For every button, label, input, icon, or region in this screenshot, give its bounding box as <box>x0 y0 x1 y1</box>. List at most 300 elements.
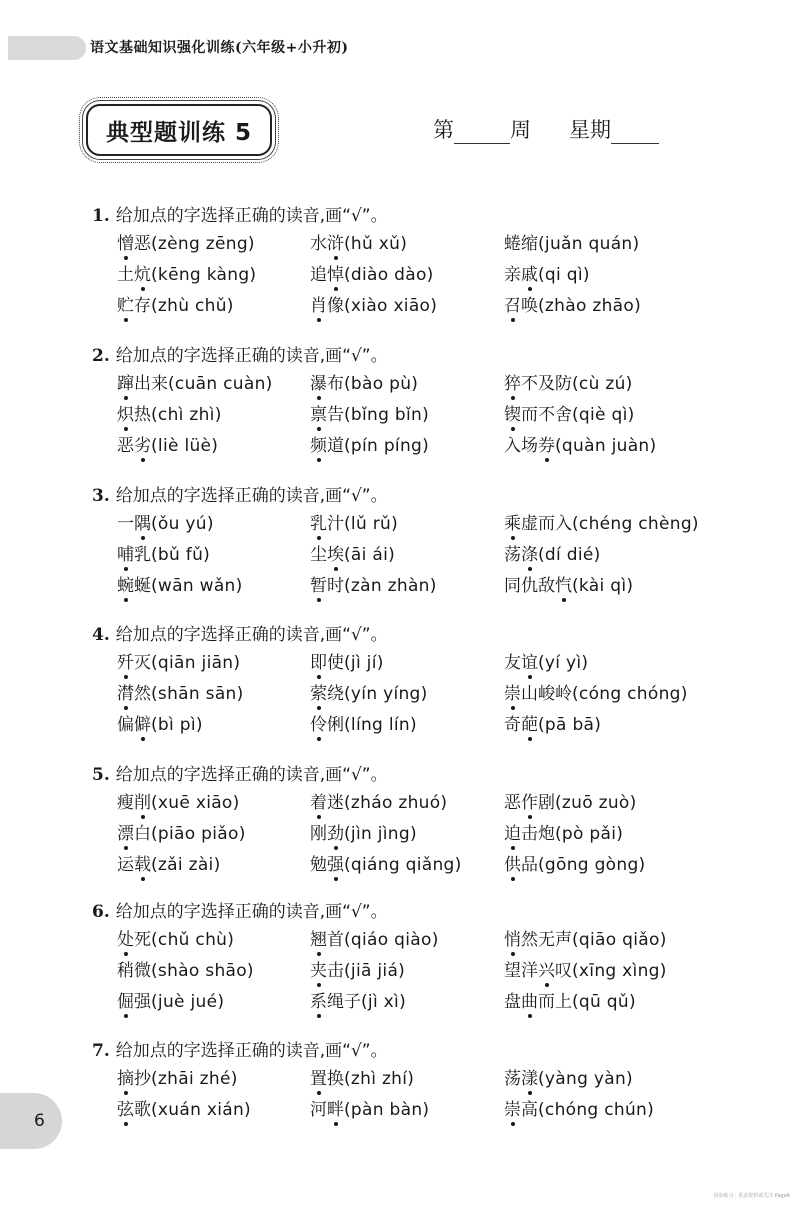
question-block <box>92 762 732 881</box>
pinyin-options: (jì xì) <box>361 992 406 1012</box>
word-suffix: 布 <box>327 374 344 394</box>
pinyin-options: (pín píng) <box>344 436 430 456</box>
word-prefix: 瘦 <box>117 793 134 813</box>
dotted-character: 强 <box>327 850 344 881</box>
word-choice-item[interactable] <box>310 571 437 602</box>
pinyin-options: (zèng zēng) <box>151 234 255 254</box>
week-blank <box>454 119 510 144</box>
question-block <box>92 203 732 322</box>
question-number: 1. <box>92 206 110 226</box>
pinyin-options: (juǎn quán) <box>538 234 640 254</box>
word-choice-item[interactable] <box>504 540 601 571</box>
dotted-character: 锲 <box>504 400 521 431</box>
dotted-character: 劲 <box>327 819 344 850</box>
dotted-character: 乘 <box>504 509 521 540</box>
word-suffix: 然 <box>134 684 151 704</box>
dotted-character: 歼 <box>117 648 134 679</box>
word-choice-item[interactable] <box>117 850 221 881</box>
pinyin-options: (jìn jìng) <box>344 824 417 844</box>
question-instruction: 给加点的字选择正确的读音,画“√”。 <box>115 206 388 226</box>
dotted-character: 作 <box>521 788 538 819</box>
pinyin-options: (qiáng qiǎng) <box>344 855 462 875</box>
footer-note: 同步练习 · 更多资料请关注 Page6 <box>713 1193 790 1199</box>
question-number: 4. <box>92 625 110 645</box>
word-choice-item[interactable] <box>504 260 590 291</box>
word-prefix: 亲 <box>504 265 521 285</box>
pinyin-options: (zhāi zhé) <box>151 1069 238 1089</box>
word-suffix: 击炮 <box>521 824 555 844</box>
dotted-character: 迫 <box>504 819 521 850</box>
question-stem <box>92 622 732 648</box>
word-suffix: 存 <box>134 296 151 316</box>
dotted-character: 悼 <box>327 260 344 291</box>
pinyin-options: (chóng chún) <box>538 1100 655 1120</box>
word-suffix: 热 <box>134 405 151 425</box>
pinyin-options: (shān sān) <box>151 684 244 704</box>
page-number-tab <box>0 1093 62 1149</box>
word-choice-item[interactable] <box>504 291 641 322</box>
question-row <box>92 1095 732 1126</box>
word-prefix: 恶 <box>117 436 134 456</box>
dotted-character: 曲 <box>521 987 538 1018</box>
pinyin-options: (bǔ fǔ) <box>151 545 211 565</box>
pinyin-options: (qi qì) <box>538 265 590 285</box>
question-instruction: 给加点的字选择正确的读音,画“√”。 <box>115 486 388 506</box>
word-choice-item[interactable] <box>504 788 637 819</box>
dotted-character: 憎 <box>117 229 134 260</box>
word-suffix: 使 <box>327 653 344 673</box>
pinyin-options: (juè jué) <box>151 992 225 1012</box>
dotted-character: 蜿 <box>117 571 134 602</box>
question-row <box>92 540 732 571</box>
word-prefix: 尘 <box>310 545 327 565</box>
dotted-character: 潸 <box>117 679 134 710</box>
pinyin-options: (liè lüè) <box>151 436 219 456</box>
dotted-character: 谊 <box>521 648 538 679</box>
word-suffix: 出来 <box>134 374 168 394</box>
dotted-character: 暂 <box>310 571 327 602</box>
word-suffix: 微 <box>134 961 151 981</box>
word-suffix: 不及防 <box>521 374 572 394</box>
question-row <box>92 369 732 400</box>
word-prefix: 荡 <box>504 545 521 565</box>
book-header-title: 语文基础知识强化训练(六年级+小升初) <box>90 40 349 56</box>
word-suffix: 像 <box>327 296 344 316</box>
dotted-character: 悄 <box>504 925 521 956</box>
pinyin-options: (kài qì) <box>572 576 634 596</box>
question-row <box>92 229 732 260</box>
dotted-character: 夹 <box>310 956 327 987</box>
pinyin-options: (dí dié) <box>538 545 601 565</box>
word-suffix: 高 <box>521 1100 538 1120</box>
word-choice-item[interactable] <box>504 679 688 710</box>
pinyin-options: (quàn juàn) <box>555 436 657 456</box>
question-instruction: 给加点的字选择正确的读音,画“√”。 <box>115 1041 388 1061</box>
week-day-line <box>433 114 659 144</box>
pinyin-options: (chǔ chù) <box>151 930 235 950</box>
question-row <box>92 956 732 987</box>
question-row <box>92 850 732 881</box>
word-suffix: 而上 <box>538 992 572 1012</box>
dotted-character: 戚 <box>521 260 538 291</box>
pinyin-options: (gōng gòng) <box>538 855 646 875</box>
pinyin-options: (chì zhì) <box>151 405 222 425</box>
dotted-character: 僻 <box>134 710 151 741</box>
dotted-character: 伶 <box>310 710 327 741</box>
word-suffix: 山峻岭 <box>521 684 572 704</box>
dotted-character: 肖 <box>310 291 327 322</box>
week-di-label: 第 <box>433 118 454 142</box>
word-choice-item[interactable] <box>310 987 406 1018</box>
word-choice-item[interactable] <box>310 291 437 322</box>
header-tab-decoration <box>8 36 86 60</box>
word-suffix: 击 <box>327 961 344 981</box>
word-choice-item[interactable] <box>504 850 645 881</box>
pinyin-options: (cóng chóng) <box>572 684 688 704</box>
word-choice-item[interactable] <box>117 260 256 291</box>
word-prefix: 偏 <box>117 715 134 735</box>
word-suffix: 唤 <box>521 296 538 316</box>
word-choice-item[interactable] <box>117 1064 238 1095</box>
word-choice-item[interactable] <box>310 260 434 291</box>
word-choice-item[interactable] <box>117 648 240 679</box>
word-suffix: 品 <box>521 855 538 875</box>
pinyin-options: (xīng xìng) <box>572 961 667 981</box>
word-choice-item[interactable] <box>117 400 222 431</box>
question-block <box>92 343 732 462</box>
word-choice-item[interactable] <box>504 925 667 956</box>
dotted-character: 隅 <box>134 509 151 540</box>
section-title-box <box>86 104 272 156</box>
word-suffix: 而不舍 <box>521 405 572 425</box>
word-choice-item[interactable] <box>117 540 210 571</box>
pinyin-options: (wān wǎn) <box>151 576 243 596</box>
dotted-character: 萦 <box>310 679 327 710</box>
word-choice-item[interactable] <box>504 987 636 1018</box>
pinyin-options: (cuān cuàn) <box>168 374 273 394</box>
pinyin-options: (zháo zhuó) <box>344 793 448 813</box>
word-suffix: 蜒 <box>134 576 151 596</box>
page-number: 6 <box>34 1111 45 1131</box>
word-choice-item[interactable] <box>117 431 218 462</box>
word-suffix: 时 <box>327 576 344 596</box>
pinyin-options: (kēng kàng) <box>151 265 257 285</box>
word-choice-item[interactable] <box>504 400 635 431</box>
word-suffix: 死 <box>134 930 151 950</box>
word-suffix: 俐 <box>327 715 344 735</box>
word-choice-item[interactable] <box>310 819 417 850</box>
dotted-character: 乳 <box>310 509 327 540</box>
dotted-character: 频 <box>310 431 327 462</box>
word-prefix: 盘 <box>504 992 521 1012</box>
word-prefix: 友 <box>504 653 521 673</box>
pinyin-options: (qiáo qiào) <box>344 930 439 950</box>
question-number: 3. <box>92 486 110 506</box>
pinyin-options: (yàng yàn) <box>538 1069 633 1089</box>
word-choice-item[interactable] <box>117 509 214 540</box>
week-xingqi-label: 星期 <box>569 118 611 142</box>
question-row <box>92 679 732 710</box>
word-prefix: 土 <box>117 265 134 285</box>
word-choice-item[interactable] <box>310 369 418 400</box>
dotted-character: 炕 <box>134 260 151 291</box>
word-choice-item[interactable] <box>117 679 244 710</box>
word-choice-item[interactable] <box>117 819 246 850</box>
dotted-character: 券 <box>538 431 555 462</box>
question-instruction: 给加点的字选择正确的读音,画“√”。 <box>115 625 388 645</box>
pinyin-options: (zhù chǔ) <box>151 296 234 316</box>
word-prefix: 恶 <box>504 793 521 813</box>
word-suffix: 强 <box>134 992 151 1012</box>
word-choice-item[interactable] <box>117 369 273 400</box>
dotted-character: 瀑 <box>310 369 327 400</box>
word-prefix: 荡 <box>504 1069 521 1089</box>
word-choice-item[interactable] <box>117 291 234 322</box>
pinyin-options: (xuán xián) <box>151 1100 251 1120</box>
dotted-character: 哺 <box>117 540 134 571</box>
word-choice-item[interactable] <box>117 925 234 956</box>
word-choice-item[interactable] <box>310 925 439 956</box>
question-instruction: 给加点的字选择正确的读音,画“√”。 <box>115 765 388 785</box>
word-suffix: 歌 <box>134 1100 151 1120</box>
dotted-character: 着 <box>310 788 327 819</box>
word-suffix: 恶 <box>134 234 151 254</box>
word-suffix: 告 <box>327 405 344 425</box>
pinyin-options: (piāo piǎo) <box>151 824 246 844</box>
question-stem <box>92 343 732 369</box>
word-suffix: 道 <box>327 436 344 456</box>
question-stem <box>92 203 732 229</box>
dotted-character: 漾 <box>521 1064 538 1095</box>
pinyin-options: (zàn zhàn) <box>344 576 437 596</box>
question-number: 6. <box>92 902 110 922</box>
dotted-character: 翘 <box>310 925 327 956</box>
pinyin-options: (bì pì) <box>151 715 203 735</box>
pinyin-options: (hǔ xǔ) <box>344 234 408 254</box>
dotted-character: 涤 <box>521 540 538 571</box>
word-choice-item[interactable] <box>310 679 428 710</box>
word-choice-item[interactable] <box>310 710 417 741</box>
dotted-character: 削 <box>134 788 151 819</box>
word-prefix: 刚 <box>310 824 327 844</box>
question-stem <box>92 899 732 925</box>
word-choice-item[interactable] <box>310 1095 429 1126</box>
pinyin-options: (bǐng bǐn) <box>344 405 430 425</box>
dotted-character: 贮 <box>117 291 134 322</box>
dotted-character: 埃 <box>327 540 344 571</box>
word-choice-item[interactable] <box>504 956 667 987</box>
pinyin-options: (lǔ rǔ) <box>344 514 399 534</box>
word-suffix: 绳子 <box>327 992 361 1012</box>
pinyin-options: (pàn bàn) <box>344 1100 430 1120</box>
pinyin-options: (qiāo qiǎo) <box>572 930 667 950</box>
week-zhou-label: 周 <box>510 118 531 142</box>
question-number: 7. <box>92 1041 110 1061</box>
dotted-character: 系 <box>310 987 327 1018</box>
word-choice-item[interactable] <box>117 987 224 1018</box>
word-prefix: 蜷 <box>504 234 521 254</box>
dotted-character: 猝 <box>504 369 521 400</box>
question-row <box>92 400 732 431</box>
word-choice-item[interactable] <box>504 648 588 679</box>
dotted-character: 劣 <box>134 431 151 462</box>
word-choice-item[interactable] <box>117 1095 251 1126</box>
question-stem <box>92 483 732 509</box>
pinyin-options: (jiā jiá) <box>344 961 406 981</box>
word-prefix: 奇 <box>504 715 521 735</box>
word-choice-item[interactable] <box>504 509 699 540</box>
pinyin-options: (yín yíng) <box>344 684 428 704</box>
question-row <box>92 648 732 679</box>
word-prefix: 追 <box>310 265 327 285</box>
question-row <box>92 291 732 322</box>
dotted-character: 漂 <box>117 819 134 850</box>
word-choice-item[interactable] <box>117 229 255 260</box>
word-prefix: 稍 <box>117 961 134 981</box>
pinyin-options: (pò pǎi) <box>555 824 624 844</box>
word-suffix: 迷 <box>327 793 344 813</box>
pinyin-options: (qiān jiān) <box>151 653 241 673</box>
word-choice-item[interactable] <box>310 850 462 881</box>
pinyin-options: (ǒu yú) <box>151 514 214 534</box>
question-stem <box>92 1038 732 1064</box>
word-choice-item[interactable] <box>504 571 633 602</box>
question-number: 5. <box>92 765 110 785</box>
word-suffix: 剧 <box>538 793 555 813</box>
word-choice-item[interactable] <box>504 710 601 741</box>
word-choice-item[interactable] <box>117 571 243 602</box>
dotted-character: 崇 <box>504 679 521 710</box>
word-suffix: 然无声 <box>521 930 572 950</box>
word-choice-item[interactable] <box>117 956 254 987</box>
word-suffix: 首 <box>327 930 344 950</box>
word-choice-item[interactable] <box>504 229 639 260</box>
pinyin-options: (qū qǔ) <box>572 992 636 1012</box>
dotted-character: 置 <box>310 1064 327 1095</box>
pinyin-options: (xuē xiāo) <box>151 793 240 813</box>
question-row <box>92 819 732 850</box>
pinyin-options: (shào shāo) <box>151 961 254 981</box>
word-choice-item[interactable] <box>310 400 429 431</box>
word-choice-item[interactable] <box>504 819 623 850</box>
word-prefix: 入场 <box>504 436 538 456</box>
dotted-character: 崇 <box>504 1095 521 1126</box>
dotted-character: 忾 <box>555 571 572 602</box>
dotted-character: 浒 <box>327 229 344 260</box>
word-prefix: 同仇敌 <box>504 576 555 596</box>
word-suffix: 虚而入 <box>521 514 572 534</box>
word-prefix: 一 <box>117 514 134 534</box>
word-choice-item[interactable] <box>310 648 384 679</box>
pinyin-options: (chéng chèng) <box>572 514 699 534</box>
question-row <box>92 788 732 819</box>
dotted-character: 弦 <box>117 1095 134 1126</box>
question-instruction: 给加点的字选择正确的读音,画“√”。 <box>115 902 388 922</box>
word-choice-item[interactable] <box>310 431 429 462</box>
word-prefix: 河 <box>310 1100 327 1120</box>
question-row <box>92 431 732 462</box>
pinyin-options: (āi ái) <box>344 545 396 565</box>
dotted-character: 禀 <box>310 400 327 431</box>
dotted-character: 即 <box>310 648 327 679</box>
weekday-blank <box>611 119 659 144</box>
word-choice-item[interactable] <box>310 229 407 260</box>
dotted-character: 倔 <box>117 987 134 1018</box>
pinyin-options: (xiào xiāo) <box>344 296 438 316</box>
word-suffix: 叹 <box>555 961 572 981</box>
word-choice-item[interactable] <box>504 369 633 400</box>
word-choice-item[interactable] <box>117 788 240 819</box>
word-choice-item[interactable] <box>504 1064 633 1095</box>
word-suffix: 白 <box>134 824 151 844</box>
word-choice-item[interactable] <box>310 509 398 540</box>
dotted-character: 畔 <box>327 1095 344 1126</box>
question-stem <box>92 762 732 788</box>
word-prefix: 运 <box>117 855 134 875</box>
word-suffix: 绕 <box>327 684 344 704</box>
word-choice-item[interactable] <box>310 540 395 571</box>
section-title: 典型题训练 5 <box>105 120 252 146</box>
pinyin-options: (pā bā) <box>538 715 602 735</box>
pinyin-options: (diào dào) <box>344 265 434 285</box>
pinyin-options: (líng lín) <box>344 715 417 735</box>
word-prefix: 水 <box>310 234 327 254</box>
question-block <box>92 622 732 741</box>
pinyin-options: (yí yì) <box>538 653 589 673</box>
pinyin-options: (zuō zuò) <box>555 793 637 813</box>
pinyin-options: (zǎi zài) <box>151 855 221 875</box>
pinyin-options: (bào pù) <box>344 374 419 394</box>
word-suffix: 汁 <box>327 514 344 534</box>
word-choice-item[interactable] <box>117 710 203 741</box>
pinyin-options: (cù zú) <box>572 374 633 394</box>
word-suffix: 灭 <box>134 653 151 673</box>
dotted-character: 载 <box>134 850 151 881</box>
question-row <box>92 509 732 540</box>
word-prefix: 望洋 <box>504 961 538 981</box>
question-block <box>92 1038 732 1126</box>
dotted-character: 兴 <box>538 956 555 987</box>
dotted-character: 召 <box>504 291 521 322</box>
word-choice-item[interactable] <box>504 431 656 462</box>
question-row <box>92 1064 732 1095</box>
pinyin-options: (qiè qì) <box>572 405 635 425</box>
dotted-character: 处 <box>117 925 134 956</box>
word-suffix: 换 <box>327 1069 344 1089</box>
word-choice-item[interactable] <box>310 788 447 819</box>
pinyin-options: (jì jí) <box>344 653 384 673</box>
question-row <box>92 987 732 1018</box>
question-row <box>92 260 732 291</box>
question-number: 2. <box>92 346 110 366</box>
word-choice-item[interactable] <box>310 956 405 987</box>
question-instruction: 给加点的字选择正确的读音,画“√”。 <box>115 346 388 366</box>
dotted-character: 供 <box>504 850 521 881</box>
pinyin-options: (zhì zhí) <box>344 1069 415 1089</box>
question-row <box>92 710 732 741</box>
word-suffix: 缩 <box>521 234 538 254</box>
word-choice-item[interactable] <box>504 1095 654 1126</box>
dotted-character: 炽 <box>117 400 134 431</box>
pinyin-options: (zhào zhāo) <box>538 296 642 316</box>
word-suffix: 乳 <box>134 545 151 565</box>
question-block <box>92 483 732 602</box>
word-prefix: 勉 <box>310 855 327 875</box>
word-choice-item[interactable] <box>310 1064 414 1095</box>
question-block <box>92 899 732 1018</box>
question-row <box>92 925 732 956</box>
question-row <box>92 571 732 602</box>
